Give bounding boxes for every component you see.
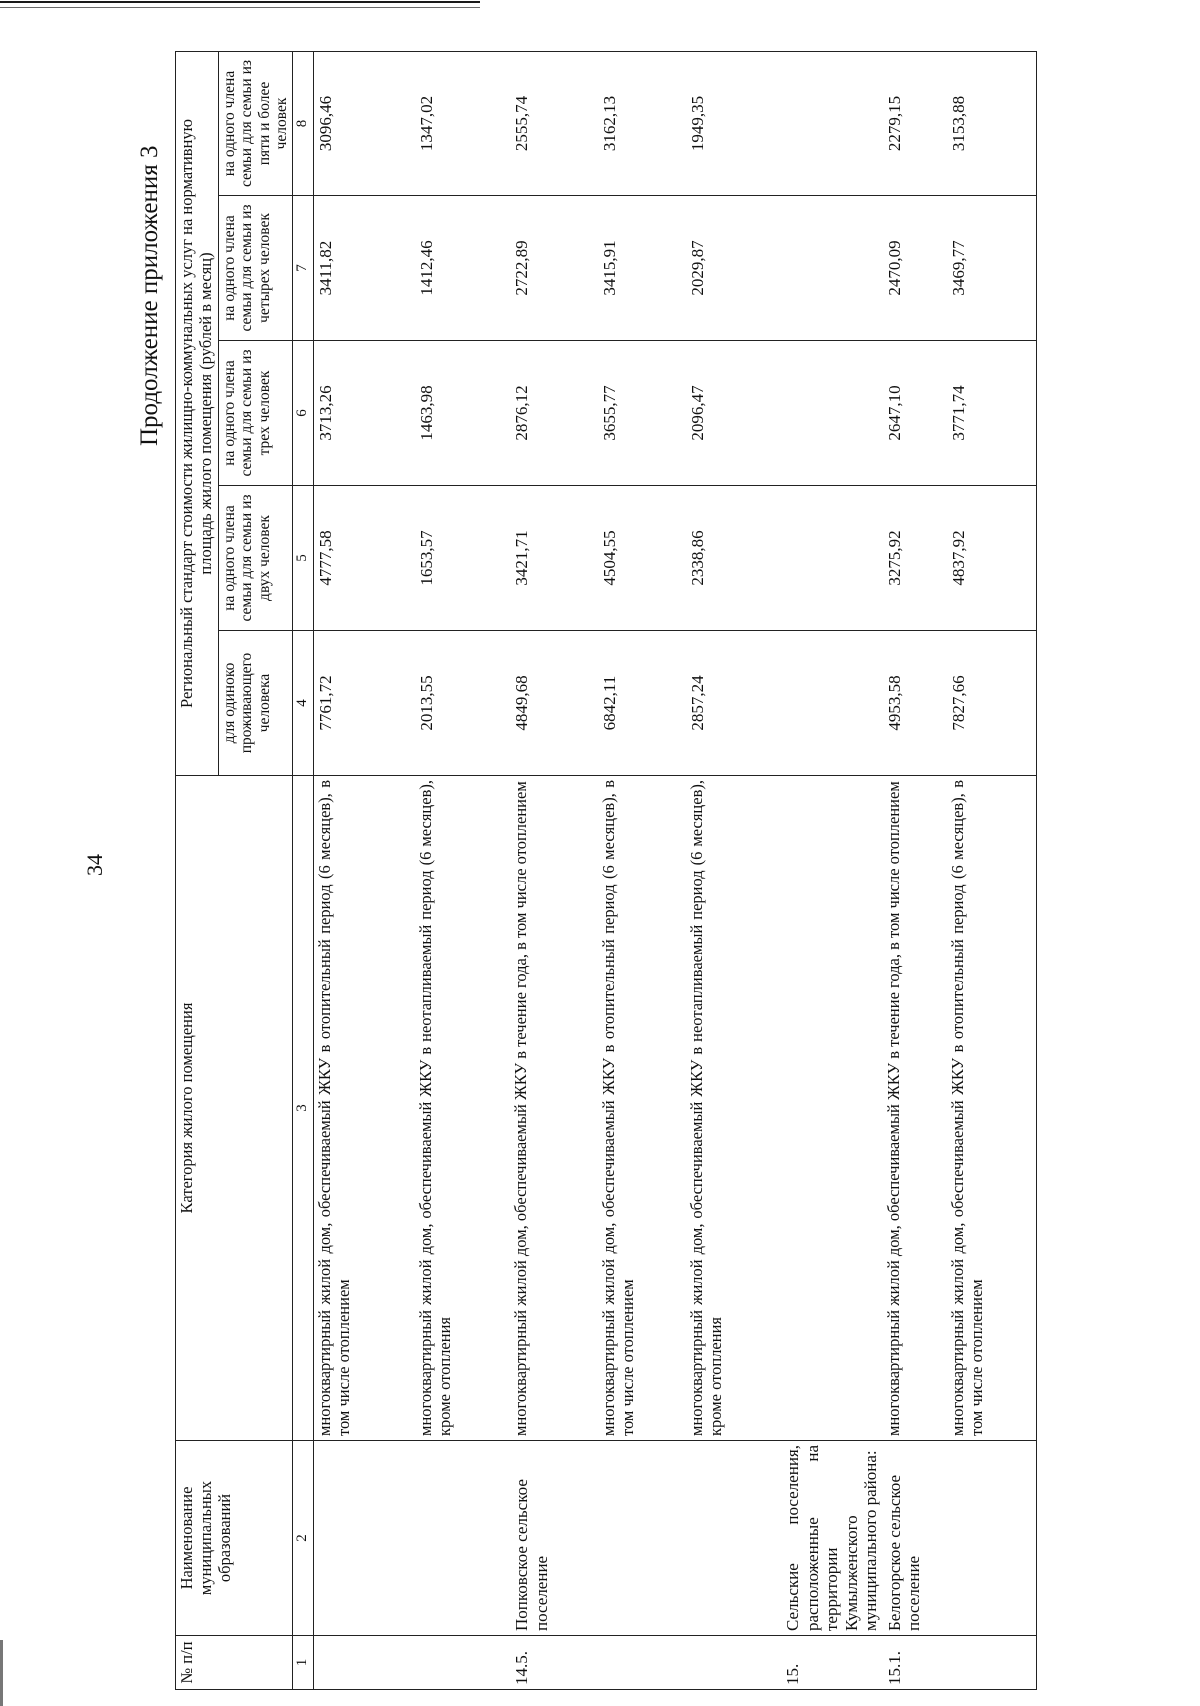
row-value: 2857,24 — [686, 631, 781, 776]
header-municipality: Наименование муниципальных образований — [176, 1441, 293, 1636]
row-value: 3771,74 — [947, 341, 1037, 486]
table-row — [313, 52, 415, 1690]
col-number: 7 — [293, 196, 313, 341]
col-number: 3 — [293, 776, 313, 1441]
row-municipality — [415, 1441, 510, 1636]
row-value: 4953,58 — [883, 631, 947, 776]
row-value: 1463,98 — [415, 341, 510, 486]
row-value: 3162,13 — [598, 52, 686, 196]
table-row — [598, 52, 686, 1690]
row-value: 3153,88 — [947, 52, 1037, 196]
header-sub-three: на одного члена семьи для семьи из трех человек — [218, 341, 292, 486]
row-category — [781, 776, 883, 1441]
row-value: 7761,72 — [313, 631, 415, 776]
table-row — [415, 52, 510, 1690]
row-num: 14.5. — [510, 1636, 598, 1690]
row-value: 2555,74 — [510, 52, 598, 196]
row-value: 3415,91 — [598, 196, 686, 341]
row-category: многоквартирный жилой дом, обеспечиваемый ЖКУ в отопительный период (6 месяцев), в том числе отоплением — [313, 776, 415, 1441]
standards-table — [175, 51, 1037, 1690]
col-number: 5 — [293, 486, 313, 631]
row-municipality — [947, 1441, 1037, 1636]
header-sub-single: для одиноко проживающего человека — [218, 631, 292, 776]
row-value: 4849,68 — [510, 631, 598, 776]
col-number: 6 — [293, 341, 313, 486]
row-value: 1949,35 — [686, 52, 781, 196]
row-value: 3275,92 — [883, 486, 947, 631]
header-sub-four: на одного члена семьи для семьи из четырех человек — [218, 196, 292, 341]
row-value: 2338,86 — [686, 486, 781, 631]
row-value: 2013,55 — [415, 631, 510, 776]
row-municipality — [313, 1441, 415, 1636]
col-number: 8 — [293, 52, 313, 196]
row-value — [781, 486, 883, 631]
row-municipality: Попковское сельское поселение — [510, 1441, 598, 1636]
row-value: 2470,09 — [883, 196, 947, 341]
row-value: 2647,10 — [883, 341, 947, 486]
header-num: № п/п — [176, 1636, 293, 1690]
row-value: 1653,57 — [415, 486, 510, 631]
row-value — [781, 196, 883, 341]
col-number: 2 — [293, 1441, 313, 1636]
row-value: 3469,77 — [947, 196, 1037, 341]
table-row — [883, 52, 947, 1690]
header-sub-two: на одного члена семьи для семьи из двух человек — [218, 486, 292, 631]
col-number: 4 — [293, 631, 313, 776]
row-value: 2279,15 — [883, 52, 947, 196]
page-number: 34 — [82, 854, 107, 876]
row-num: 15.1. — [883, 1636, 947, 1690]
row-category: многоквартирный жилой дом, обеспечиваемый ЖКУ в отопительный период (6 месяцев), в том числе отоплением — [598, 776, 686, 1441]
row-value: 1412,46 — [415, 196, 510, 341]
row-value: 2029,87 — [686, 196, 781, 341]
header-standard-group: Региональный стандарт стоимости жилищно-коммунальных услуг на нормативную площадь жилого помещения (рублей в месяц) — [176, 52, 219, 776]
col-number: 1 — [293, 1636, 313, 1690]
table-row — [510, 52, 598, 1690]
row-value: 6842,11 — [598, 631, 686, 776]
row-value: 3421,71 — [510, 486, 598, 631]
row-category: многоквартирный жилой дом, обеспечиваемый ЖКУ в неотапливаемый период (6 месяцев), кроме отопления — [415, 776, 510, 1441]
header-category: Категория жилого помещения — [176, 776, 293, 1441]
row-value: 2096,47 — [686, 341, 781, 486]
row-value — [781, 341, 883, 486]
row-municipality — [686, 1441, 781, 1636]
row-value — [781, 631, 883, 776]
row-value: 4504,55 — [598, 486, 686, 631]
row-value: 3411,82 — [313, 196, 415, 341]
row-num — [313, 1636, 415, 1690]
row-value: 2722,89 — [510, 196, 598, 341]
row-num — [947, 1636, 1037, 1690]
row-value: 1347,02 — [415, 52, 510, 196]
row-value — [781, 52, 883, 196]
row-category: многоквартирный жилой дом, обеспечиваемый ЖКУ в отопительный период (6 месяцев), в том числе отоплением — [947, 776, 1037, 1441]
row-value: 4837,92 — [947, 486, 1037, 631]
row-value: 7827,66 — [947, 631, 1037, 776]
row-category: многоквартирный жилой дом, обеспечиваемый ЖКУ в течение года, в том числе отоплением — [510, 776, 598, 1441]
header-sub-five-plus: на одного члена семьи для семьи из пяти и более человек — [218, 52, 292, 196]
table-row — [686, 52, 781, 1690]
row-municipality: Сельские поселения, расположенные на территории Кумылженского муниципального района: — [781, 1441, 883, 1636]
row-category: многоквартирный жилой дом, обеспечиваемый ЖКУ в течение года, в том числе отоплением — [883, 776, 947, 1441]
row-value: 3655,77 — [598, 341, 686, 486]
row-value: 3713,26 — [313, 341, 415, 486]
row-num — [415, 1636, 510, 1690]
row-category: многоквартирный жилой дом, обеспечиваемый ЖКУ в неотапливаемый период (6 месяцев), кроме отопления — [686, 776, 781, 1441]
row-num — [686, 1636, 781, 1690]
table-row — [781, 52, 883, 1690]
row-municipality: Белогорское сельское поселение — [883, 1441, 947, 1636]
row-num — [598, 1636, 686, 1690]
row-num: 15. — [781, 1636, 883, 1690]
appendix-title: Продолжение приложения 3 — [136, 145, 163, 446]
table-row — [947, 52, 1037, 1690]
row-value: 2876,12 — [510, 341, 598, 486]
row-value: 4777,58 — [313, 486, 415, 631]
row-municipality — [598, 1441, 686, 1636]
row-value: 3096,46 — [313, 52, 415, 196]
